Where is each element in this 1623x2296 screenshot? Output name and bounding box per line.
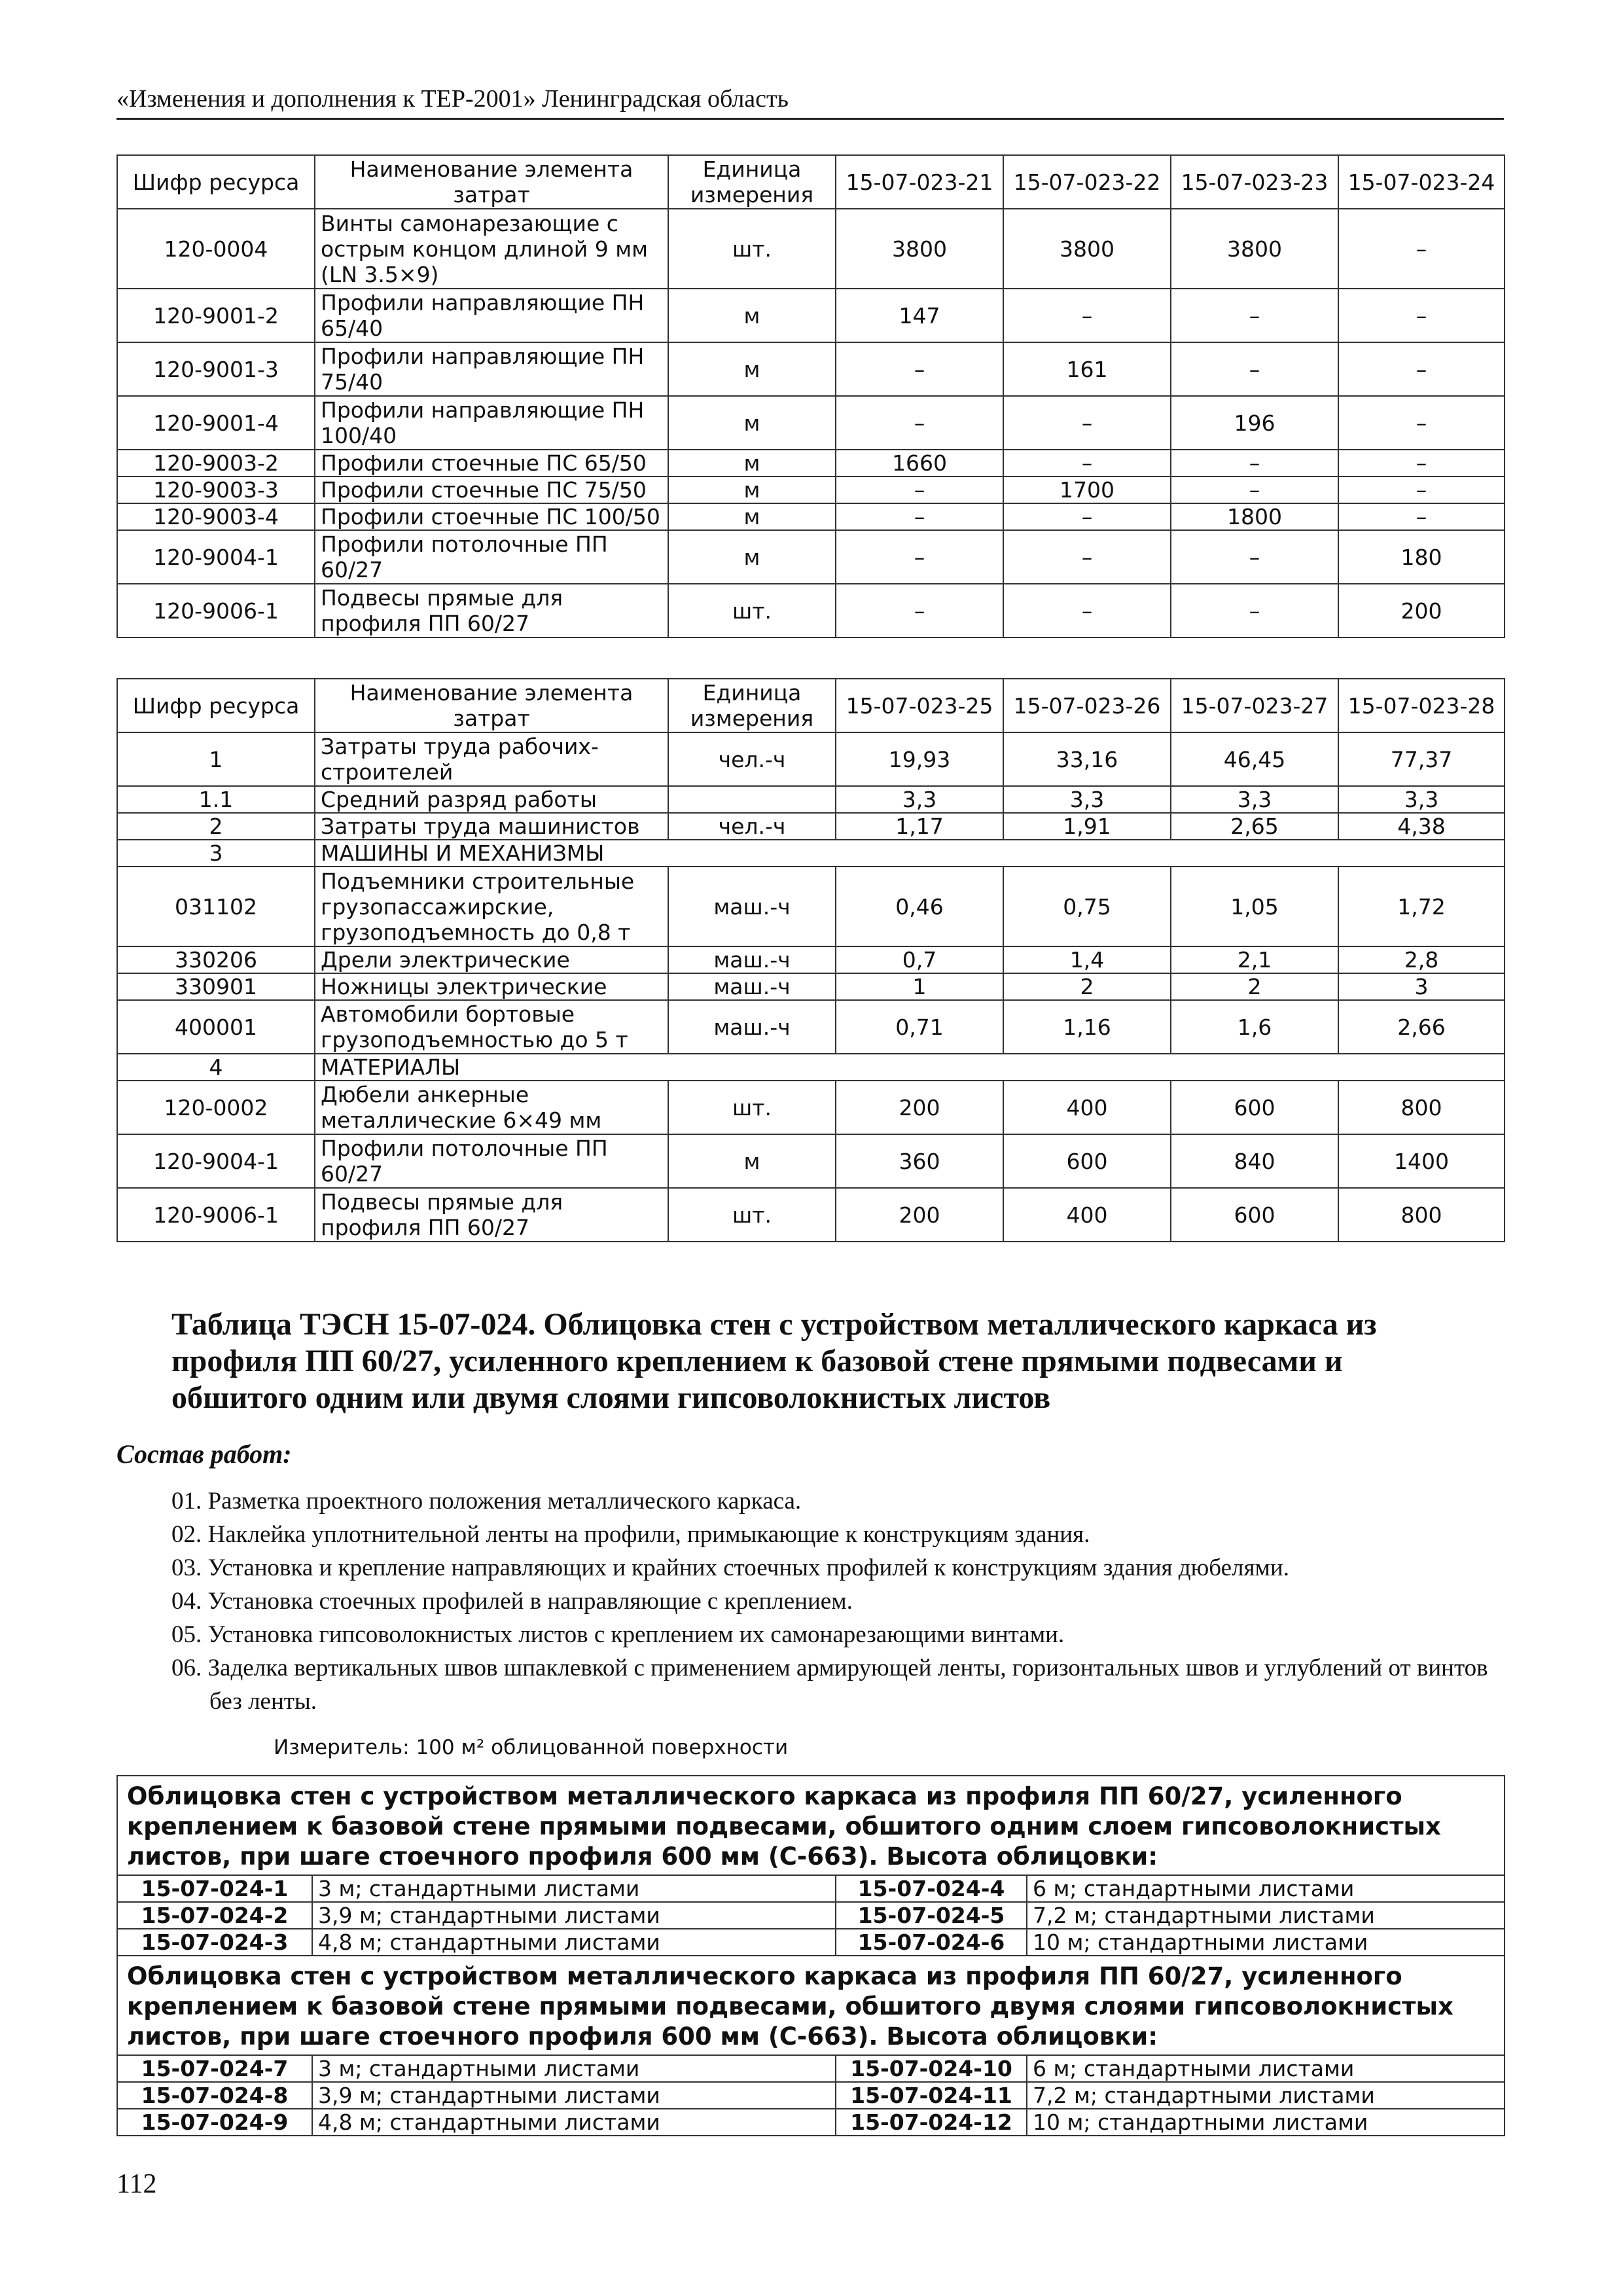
value: 1400: [1338, 1134, 1505, 1188]
section-code: 4: [117, 1054, 315, 1081]
group-heading-row: [117, 1956, 1505, 2055]
value: 200: [836, 1081, 1003, 1134]
unit: шт.: [668, 1081, 836, 1134]
list-item: 02. Наклейка уплотнительной ленты на профили, примыкающие к конструкциям здания.: [171, 1521, 1090, 1548]
value: 3: [1338, 973, 1505, 1000]
table-row: [117, 732, 1505, 786]
section-label: МАТЕРИАЛЫ: [315, 1054, 1505, 1081]
resource-code: 1: [117, 732, 315, 786]
norm-code: 15-07-024-1: [117, 1875, 312, 1902]
resource-code: 2: [117, 813, 315, 840]
table-row: [117, 1134, 1505, 1188]
unit: м: [668, 450, 836, 476]
section-row-materials: [117, 1054, 1505, 1081]
value: –: [1171, 476, 1338, 503]
table-row: [117, 209, 1505, 289]
value: –: [1003, 530, 1171, 584]
resource-code: 120-9003-3: [117, 476, 315, 503]
resource-code: 120-9004-1: [117, 1134, 315, 1188]
value: 200: [1338, 584, 1505, 637]
cost-element-name: Затраты труда машинистов: [315, 813, 668, 840]
resource-code: 330206: [117, 946, 315, 973]
value: 1: [836, 973, 1003, 1000]
section-code: 3: [117, 840, 315, 867]
resource-code: 120-9001-4: [117, 396, 315, 450]
value: 2,8: [1338, 946, 1505, 973]
cost-element-name: Средний разряд работы: [315, 786, 668, 813]
cost-element-name: Профили потолочные ПП 60/27: [315, 530, 668, 584]
work-composition-heading: Состав работ:: [116, 1439, 292, 1469]
table-row: [117, 786, 1505, 813]
col-header-cost-element: Наименование элемента затрат: [315, 679, 668, 732]
resource-table-1: [116, 154, 1505, 638]
col-header-norm-28: 15-07-023-28: [1338, 679, 1505, 732]
value: 840: [1171, 1134, 1338, 1188]
table-row: [117, 946, 1505, 973]
unit: маш.-ч: [668, 973, 836, 1000]
value: –: [836, 342, 1003, 396]
norm-code: 15-07-024-5: [836, 1902, 1027, 1929]
value: –: [1003, 503, 1171, 530]
unit: м: [668, 476, 836, 503]
cost-element-name: Профили потолочные ПП 60/27: [315, 1134, 668, 1188]
value: 2: [1003, 973, 1171, 1000]
col-header-norm-22: 15-07-023-22: [1003, 155, 1171, 209]
list-item: 06. Заделка вертикальных швов шпаклевкой с применением армирующей ленты, горизонтальных швов и углублений от винтов без ленты.: [171, 1655, 1488, 1715]
section-label: МАШИНЫ И МЕХАНИЗМЫ: [315, 840, 1505, 867]
resource-code: 120-9001-2: [117, 289, 315, 342]
value: 800: [1338, 1081, 1505, 1134]
norm-code: 15-07-024-7: [117, 2055, 312, 2082]
value: –: [1338, 289, 1505, 342]
value: 2,65: [1171, 813, 1338, 840]
value: –: [1171, 450, 1338, 476]
value: 1800: [1171, 503, 1338, 530]
norm-description: 10 м; стандартными листами: [1027, 2109, 1505, 2136]
cost-element-name: Ножницы электрические: [315, 973, 668, 1000]
unit: маш.-ч: [668, 867, 836, 946]
value: –: [836, 396, 1003, 450]
norm-description: 3 м; стандартными листами: [312, 2055, 836, 2082]
page-number: 112: [116, 2169, 157, 2199]
norm-code: 15-07-024-12: [836, 2109, 1027, 2136]
value: –: [1171, 584, 1338, 637]
group-heading-row: [117, 1776, 1505, 1875]
norm-description: 6 м; стандартными листами: [1027, 1875, 1505, 1902]
table-row: [117, 1081, 1505, 1134]
value: –: [836, 584, 1003, 637]
cost-element-name: Затраты труда рабочих-строителей: [315, 732, 668, 786]
norm-description: 7,2 м; стандартными листами: [1027, 1902, 1505, 1929]
table-row: [117, 1875, 1505, 1902]
value: 3800: [836, 209, 1003, 289]
table-row: [117, 1929, 1505, 1956]
col-header-norm-26: 15-07-023-26: [1003, 679, 1171, 732]
cost-element-name: Профили стоечные ПС 65/50: [315, 450, 668, 476]
resource-code: 1.1: [117, 786, 315, 813]
norm-description: 4,8 м; стандартными листами: [312, 1929, 836, 1956]
value: 19,93: [836, 732, 1003, 786]
value: 400: [1003, 1081, 1171, 1134]
resource-code: 120-9003-2: [117, 450, 315, 476]
value: 600: [1003, 1134, 1171, 1188]
resource-code: 120-9006-1: [117, 584, 315, 637]
unit: шт.: [668, 1188, 836, 1242]
col-header-norm-23: 15-07-023-23: [1171, 155, 1338, 209]
resource-code: 120-9001-3: [117, 342, 315, 396]
value: –: [1171, 289, 1338, 342]
norm-description: 3 м; стандартными листами: [312, 1875, 836, 1902]
col-header-cost-element: Наименование элемента затрат: [315, 155, 668, 209]
value: –: [1003, 450, 1171, 476]
section-row-machines: [117, 840, 1505, 867]
table-header-row: [117, 155, 1505, 209]
col-header-resource-code: Шифр ресурса: [117, 679, 315, 732]
value: 2,66: [1338, 1000, 1505, 1054]
value: –: [1171, 530, 1338, 584]
cost-element-name: Дрели электрические: [315, 946, 668, 973]
value: 3,3: [1171, 786, 1338, 813]
measurement-unit-note: Измеритель: 100 м² облицованной поверхности: [274, 1736, 789, 1759]
section-title: Таблица ТЭСН 15-07-024. Облицовка стен с устройством металлического каркаса из профиля ПП 60/27, усиленного креплением к базовой стене прямыми подвесами и обшитого одним или двумя слоями гипсоволокнистых листов: [171, 1307, 1377, 1415]
unit: м: [668, 503, 836, 530]
value: 0,7: [836, 946, 1003, 973]
value: –: [836, 503, 1003, 530]
value: –: [1003, 396, 1171, 450]
work-steps-list: [171, 1484, 1507, 1718]
value: –: [1003, 584, 1171, 637]
unit: м: [668, 530, 836, 584]
value: 1,16: [1003, 1000, 1171, 1054]
cost-element-name: Дюбели анкерные металлические 6×49 мм: [315, 1081, 668, 1134]
value: 196: [1171, 396, 1338, 450]
table-row: [117, 503, 1505, 530]
value: –: [1338, 503, 1505, 530]
list-item: 01. Разметка проектного положения металлического каркаса.: [171, 1488, 802, 1515]
table-row: [117, 973, 1505, 1000]
value: 800: [1338, 1188, 1505, 1242]
table-row: [117, 476, 1505, 503]
table-row: [117, 289, 1505, 342]
cost-element-name: Профили направляющие ПН 65/40: [315, 289, 668, 342]
resource-code: 400001: [117, 1000, 315, 1054]
value: 600: [1171, 1081, 1338, 1134]
value: 1700: [1003, 476, 1171, 503]
norm-description: 4,8 м; стандартными листами: [312, 2109, 836, 2136]
unit: чел.-ч: [668, 732, 836, 786]
list-item: 03. Установка и крепление направляющих и крайних стоечных профилей к конструкциям здания дюбелями.: [171, 1554, 1289, 1581]
unit: м: [668, 342, 836, 396]
norm-code: 15-07-024-6: [836, 1929, 1027, 1956]
value: 400: [1003, 1188, 1171, 1242]
cost-element-name: Профили стоечные ПС 75/50: [315, 476, 668, 503]
norms-index-table: [116, 1775, 1505, 2136]
value: 3,3: [1003, 786, 1171, 813]
table-row: [117, 584, 1505, 637]
table-row: [117, 342, 1505, 396]
value: –: [836, 476, 1003, 503]
value: –: [1171, 342, 1338, 396]
table-row: [117, 450, 1505, 476]
value: 360: [836, 1134, 1003, 1188]
value: 200: [836, 1188, 1003, 1242]
cost-element-name: Профили направляющие ПН 100/40: [315, 396, 668, 450]
norm-code: 15-07-024-9: [117, 2109, 312, 2136]
table-row: [117, 1902, 1505, 1929]
value: 77,37: [1338, 732, 1505, 786]
value: 46,45: [1171, 732, 1338, 786]
value: 1,72: [1338, 867, 1505, 946]
value: 180: [1338, 530, 1505, 584]
norm-code: 15-07-024-8: [117, 2082, 312, 2109]
value: –: [1338, 450, 1505, 476]
value: 2,1: [1171, 946, 1338, 973]
value: 1660: [836, 450, 1003, 476]
value: 3,3: [1338, 786, 1505, 813]
table-row: [117, 2109, 1505, 2136]
list-item: 04. Установка стоечных профилей в направляющие с креплением.: [171, 1588, 853, 1615]
value: –: [836, 530, 1003, 584]
norm-code: 15-07-024-10: [836, 2055, 1027, 2082]
col-header-norm-27: 15-07-023-27: [1171, 679, 1338, 732]
value: 1,05: [1171, 867, 1338, 946]
unit: м: [668, 396, 836, 450]
table-row: [117, 530, 1505, 584]
value: –: [1338, 342, 1505, 396]
resource-code: 120-0004: [117, 209, 315, 289]
norm-code: 15-07-024-4: [836, 1875, 1027, 1902]
col-header-unit: Единица измерения: [668, 679, 836, 732]
resource-code: 031102: [117, 867, 315, 946]
value: 3800: [1171, 209, 1338, 289]
list-item: 05. Установка гипсоволокнистых листов с креплением их самонарезающими винтами.: [171, 1621, 1065, 1648]
resource-table-2: [116, 678, 1505, 1242]
norm-description: 6 м; стандартными листами: [1027, 2055, 1505, 2082]
cost-element-name: Профили направляющие ПН 75/40: [315, 342, 668, 396]
value: 1,17: [836, 813, 1003, 840]
group-heading: Облицовка стен с устройством металлического каркаса из профиля ПП 60/27, усиленного креплением к базовой стене прямыми подвесами, обшитого двумя слоями гипсоволокнистых листов, при шаге стоечного профиля 600 мм (С-663). Высота облицовки:: [117, 1956, 1505, 2055]
norm-description: 3,9 м; стандартными листами: [312, 1902, 836, 1929]
col-header-norm-24: 15-07-023-24: [1338, 155, 1505, 209]
norm-code: 15-07-024-11: [836, 2082, 1027, 2109]
norm-description: 10 м; стандартными листами: [1027, 1929, 1505, 1956]
col-header-resource-code: Шифр ресурса: [117, 155, 315, 209]
value: 3800: [1003, 209, 1171, 289]
value: 3,3: [836, 786, 1003, 813]
col-header-norm-25: 15-07-023-25: [836, 679, 1003, 732]
table-row: [117, 2082, 1505, 2109]
resource-code: 330901: [117, 973, 315, 1000]
running-header: [116, 84, 1504, 120]
unit: чел.-ч: [668, 813, 836, 840]
value: 0,71: [836, 1000, 1003, 1054]
cost-element-name: Профили стоечные ПС 100/50: [315, 503, 668, 530]
value: –: [1338, 476, 1505, 503]
value: 1,91: [1003, 813, 1171, 840]
resource-code: 120-0002: [117, 1081, 315, 1134]
unit: м: [668, 1134, 836, 1188]
resource-code: 120-9006-1: [117, 1188, 315, 1242]
running-header-title: «Изменения и дополнения к ТЕР-2001» Ленинградская область: [116, 85, 789, 113]
value: 4,38: [1338, 813, 1505, 840]
unit: шт.: [668, 209, 836, 289]
table-row: [117, 396, 1505, 450]
table-header-row: [117, 679, 1505, 732]
cost-element-name: Винты самонарезающие с острым концом длиной 9 мм (LN 3.5×9): [315, 209, 668, 289]
cost-element-name: Автомобили бортовые грузоподъемностью до 5 т: [315, 1000, 668, 1054]
cost-element-name: Подвесы прямые для профиля ПП 60/27: [315, 584, 668, 637]
value: 0,75: [1003, 867, 1171, 946]
group-heading: Облицовка стен с устройством металлического каркаса из профиля ПП 60/27, усиленного креплением к базовой стене прямыми подвесами, обшитого одним слоем гипсоволокнистых листов, при шаге стоечного профиля 600 мм (С-663). Высота облицовки:: [117, 1776, 1505, 1875]
value: 600: [1171, 1188, 1338, 1242]
table-row: [117, 867, 1505, 946]
norm-description: 3,9 м; стандартными листами: [312, 2082, 836, 2109]
resource-code: 120-9004-1: [117, 530, 315, 584]
value: 0,46: [836, 867, 1003, 946]
unit: м: [668, 289, 836, 342]
value: 1,4: [1003, 946, 1171, 973]
value: –: [1003, 289, 1171, 342]
unit: [668, 786, 836, 813]
table-row: [117, 813, 1505, 840]
cost-element-name: Подвесы прямые для профиля ПП 60/27: [315, 1188, 668, 1242]
col-header-unit: Единица измерения: [668, 155, 836, 209]
norm-code: 15-07-024-2: [117, 1902, 312, 1929]
value: 2: [1171, 973, 1338, 1000]
cost-element-name: Подъемники строительные грузопассажирские, грузоподъемность до 0,8 т: [315, 867, 668, 946]
unit: маш.-ч: [668, 946, 836, 973]
unit: шт.: [668, 584, 836, 637]
norm-code: 15-07-024-3: [117, 1929, 312, 1956]
value: 161: [1003, 342, 1171, 396]
table-row: [117, 1188, 1505, 1242]
value: –: [1338, 209, 1505, 289]
unit: маш.-ч: [668, 1000, 836, 1054]
value: –: [1338, 396, 1505, 450]
value: 147: [836, 289, 1003, 342]
table-row: [117, 2055, 1505, 2082]
norm-description: 7,2 м; стандартными листами: [1027, 2082, 1505, 2109]
table-row: [117, 1000, 1505, 1054]
value: 33,16: [1003, 732, 1171, 786]
resource-code: 120-9003-4: [117, 503, 315, 530]
col-header-norm-21: 15-07-023-21: [836, 155, 1003, 209]
value: 1,6: [1171, 1000, 1338, 1054]
